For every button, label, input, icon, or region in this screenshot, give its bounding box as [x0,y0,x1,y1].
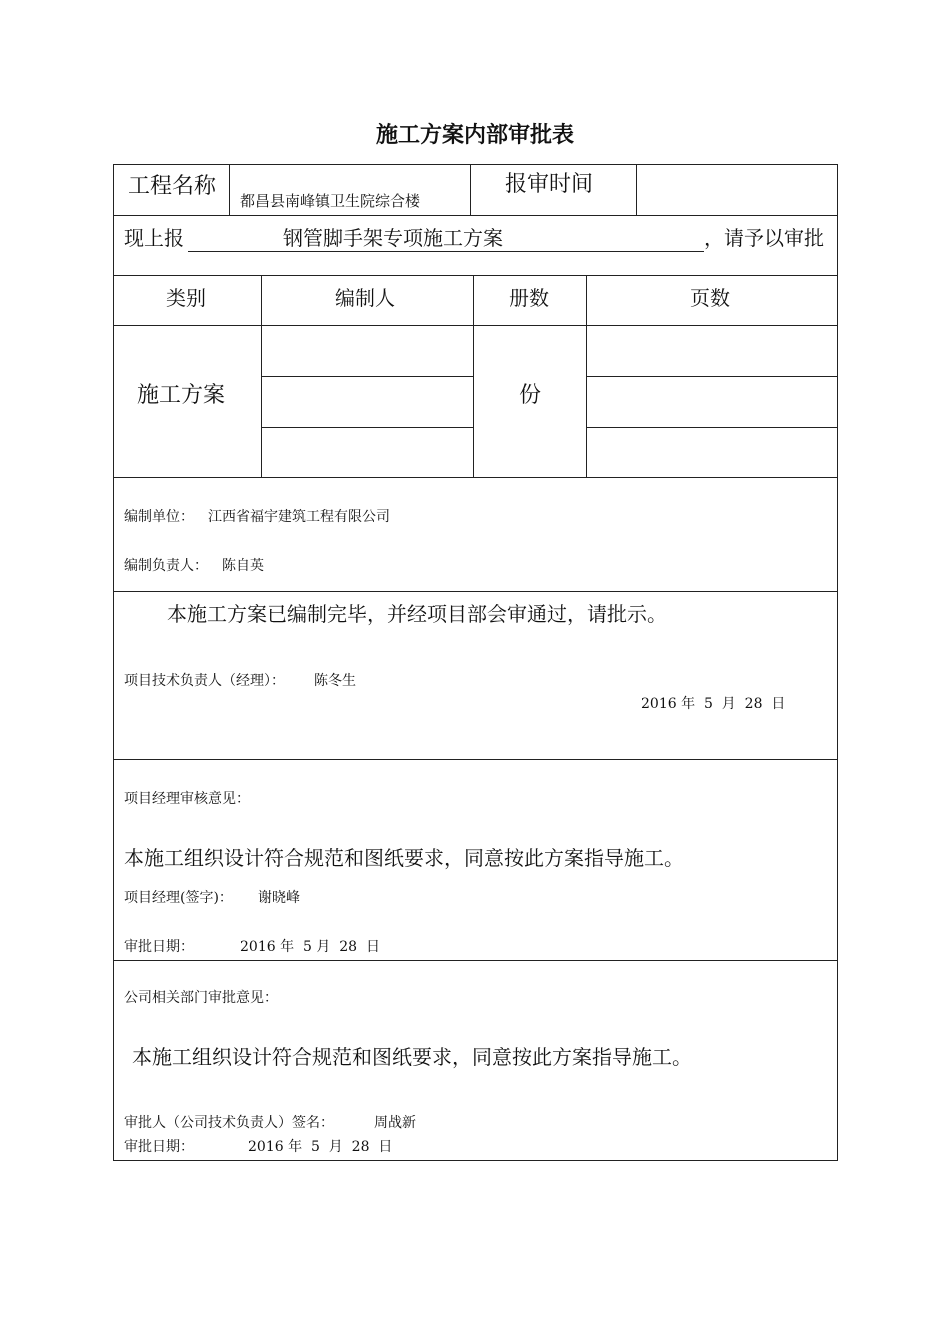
cell-divider [261,376,473,377]
company-approver-value: 周战新 [374,1115,416,1131]
col-divider [470,164,471,215]
company-date-value: 2016 年 5 月 28 日 [248,1139,393,1155]
cell-divider [586,427,838,428]
col-divider [636,164,637,215]
plan-name: 钢管脚手架专项施工方案 [283,226,503,250]
report-suffix: ，请予以审批 [704,226,824,250]
plan-category-value: 施工方案 [137,383,226,408]
company-review-heading: 公司相关部门审批意见： [124,990,278,1006]
row-divider [113,591,838,592]
company-opinion: 本施工组织设计符合规范和图纸要求，同意按此方案指导施工。 [132,1045,692,1069]
technical-date: 2016 年 5 月 28 日 [641,696,786,712]
row-divider [113,960,838,961]
compile-unit-label: 编制单位： [124,509,194,525]
col-header-pages: 页数 [690,286,730,310]
technical-person-label: 项目技术负责人（经理）： [124,673,285,689]
company-date-label: 审批日期： [124,1139,194,1155]
col-divider [473,275,474,477]
company-approver-label: 审批人（公司技术负责人）签名： [124,1115,334,1131]
table-border-bottom [113,1160,838,1161]
row-divider [113,275,838,276]
manager-date-value: 2016 年 5 月 28 日 [240,939,380,955]
plan-name-underline [188,251,704,252]
col-header-compiler: 编制人 [335,286,395,310]
submit-time-label: 报审时间 [505,172,594,197]
col-divider [586,275,587,477]
compile-leader-label: 编制负责人： [124,558,208,574]
technical-statement: 本施工方案已编制完毕，并经项目部会审通过，请批示。 [167,602,667,626]
report-prefix: 现上报 [124,226,184,250]
col-divider [261,275,262,477]
row-divider [113,325,838,326]
table-border-top [113,164,838,165]
col-divider [229,164,230,215]
manager-sign-value: 谢晓峰 [258,890,300,906]
manager-opinion: 本施工组织设计符合规范和图纸要求，同意按此方案指导施工。 [124,846,684,870]
project-name-value: 都昌县南峰镇卫生院综合楼 [240,192,421,210]
table-border-right [837,164,838,1160]
project-name-label: 工程名称 [128,174,217,199]
col-header-volumes: 册数 [509,286,549,310]
col-header-category: 类别 [166,286,206,310]
compile-leader-value: 陈自英 [222,558,264,574]
volume-unit: 份 [519,383,542,408]
row-divider [113,215,838,216]
manager-review-heading: 项目经理审核意见： [124,791,250,807]
row-divider [113,477,838,478]
manager-date-label: 审批日期： [124,939,194,955]
cell-divider [586,376,838,377]
row-divider [113,759,838,760]
manager-sign-label: 项目经理(签字)： [124,890,233,906]
compile-unit-value: 江西省福宇建筑工程有限公司 [208,509,390,525]
page-title: 施工方案内部审批表 [375,123,574,148]
cell-divider [261,427,473,428]
table-border-left [113,164,114,1160]
technical-person-value: 陈冬生 [314,673,356,689]
